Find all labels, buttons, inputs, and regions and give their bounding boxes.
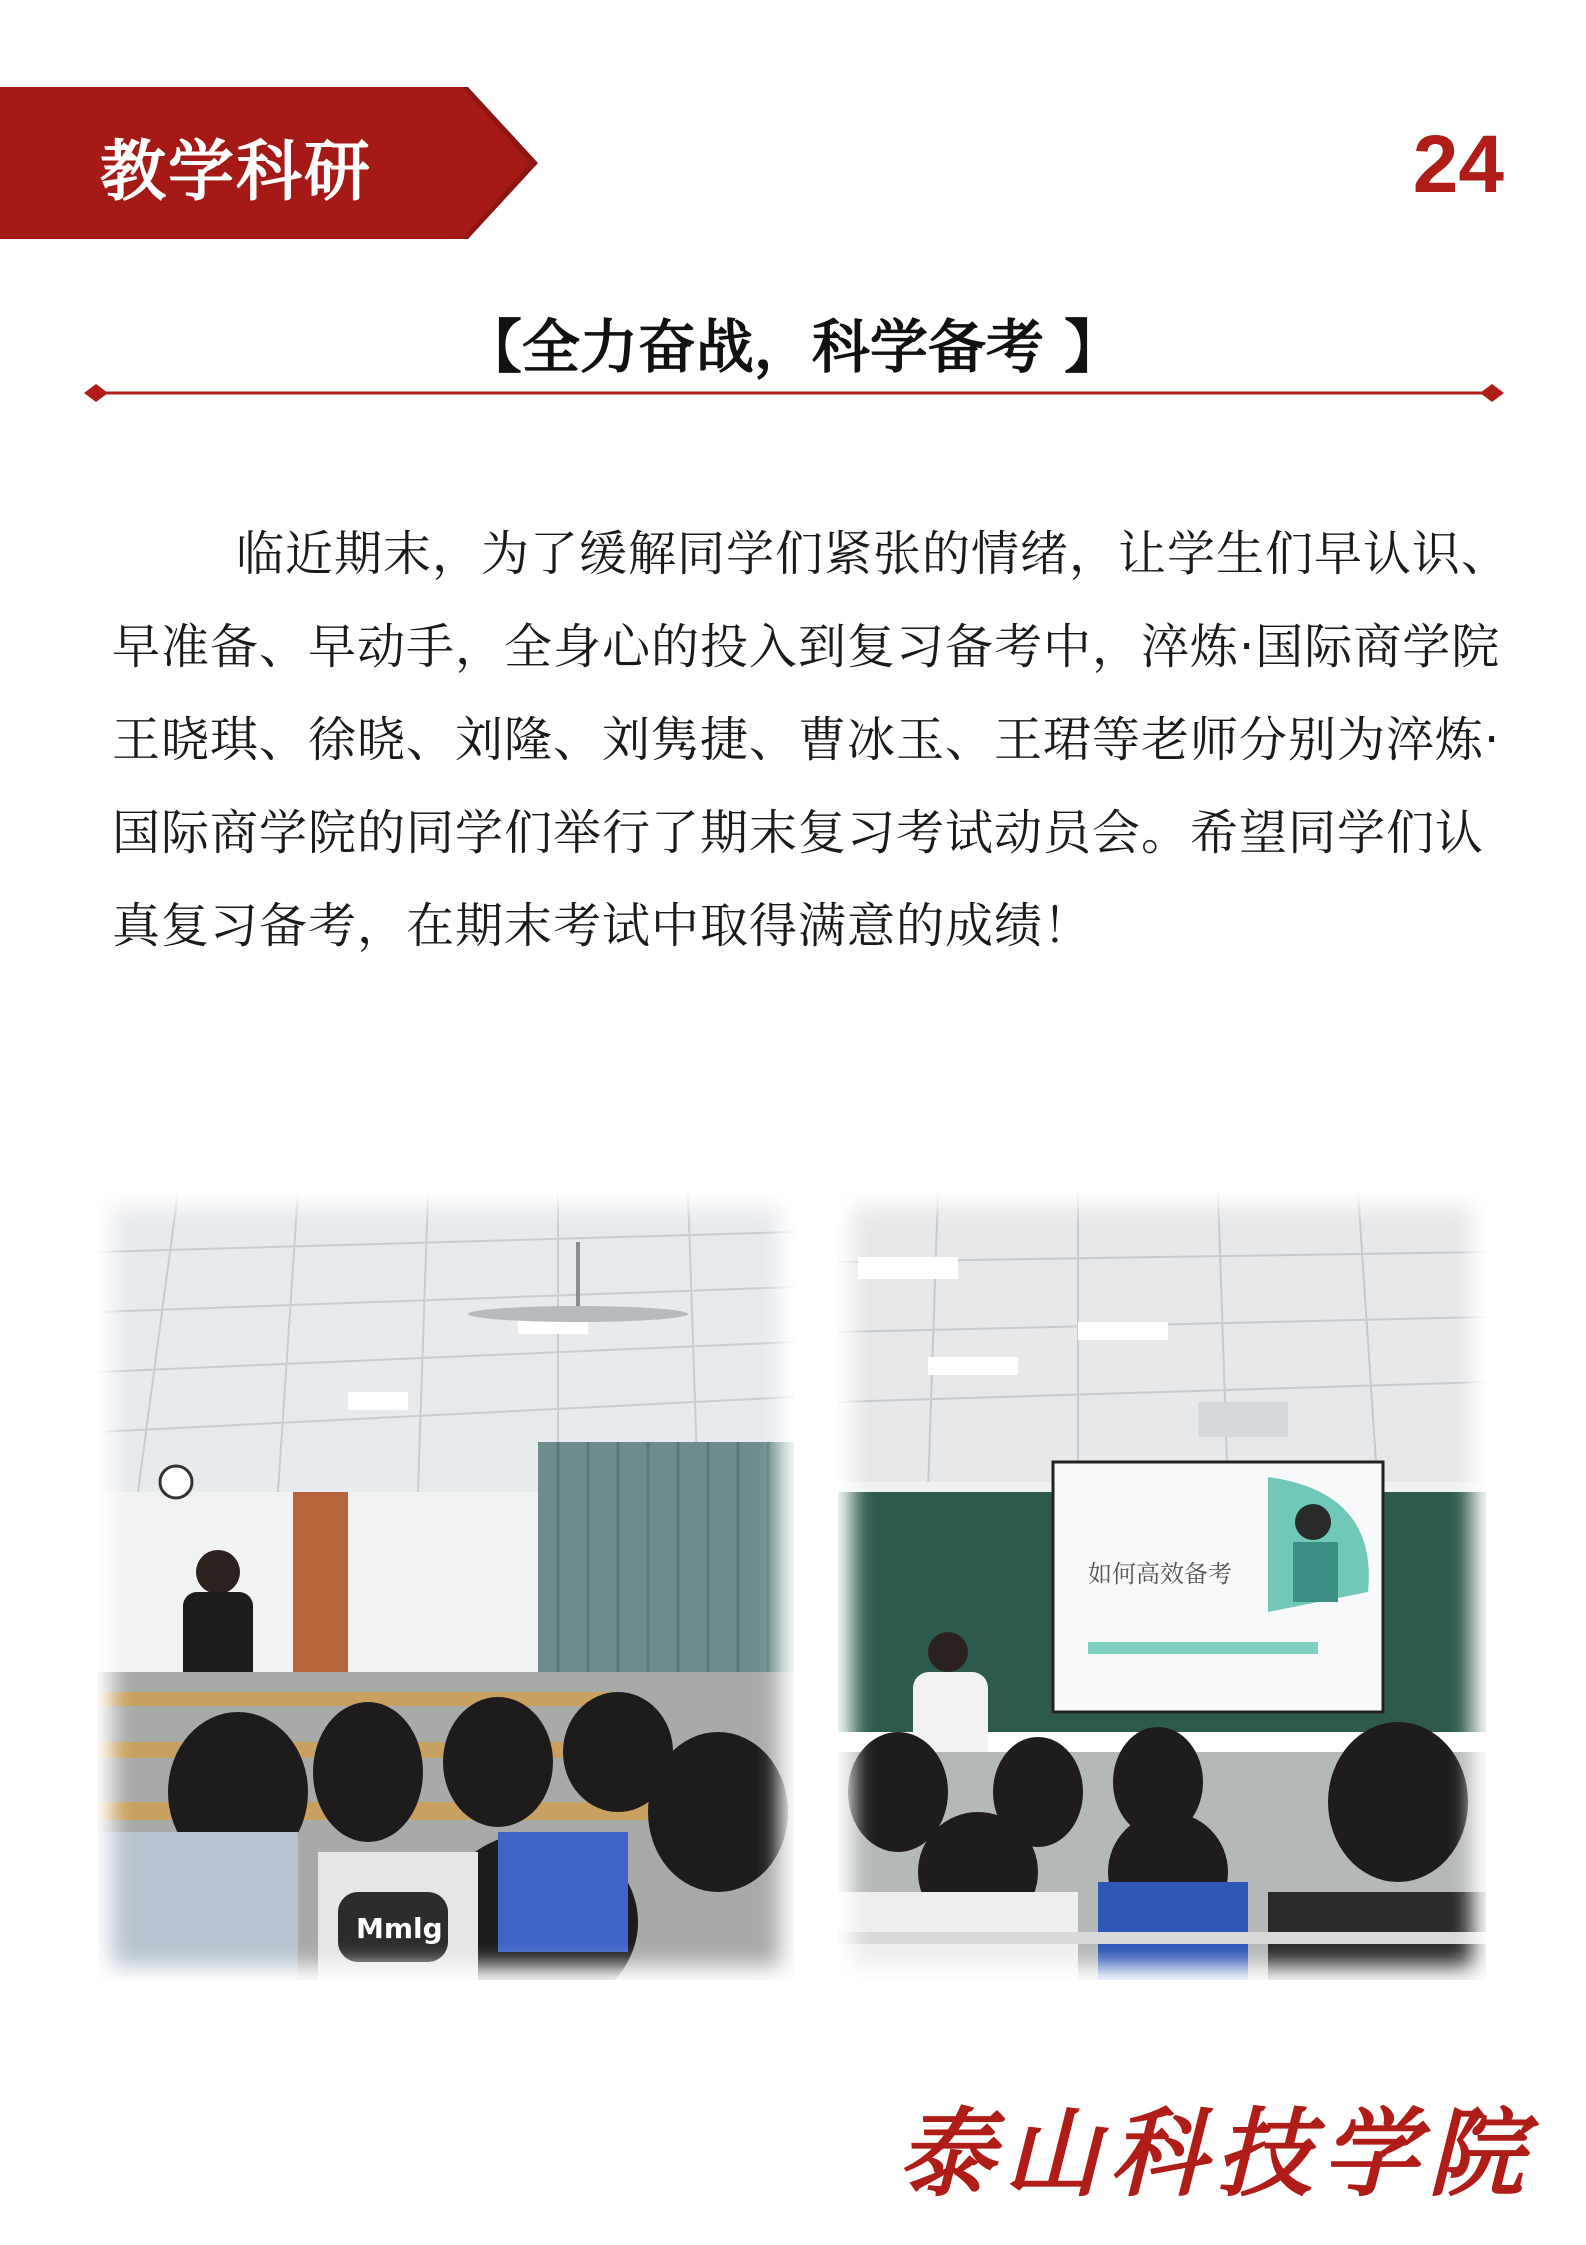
title-divider [84,378,1504,408]
section-label: 教学科研 [100,133,372,210]
classroom-photo-left [98,1192,794,1980]
sweatshirt-print: Mmlg [356,1912,443,1945]
page-number: 24 [1412,119,1504,210]
college-logo-calligraphy: 泰山科技学院 [898,2097,1534,2210]
article-body: 临近期末，为了缓解同学们紧张的情绪，让学生们早认识、早准备、早动手，全身心的投入到复习备考中，淬炼·国际商学院王晓琪、徐晓、刘隆、刘隽捷、曹冰玉、王珺等老师分别为淬炼·国际商学院的同学们举行了期末复习考试动员会。希望同学们认真复习备考，在期末考试中取得满意的成绩！ [112,526,1511,954]
classroom-photo-right [838,1192,1486,1980]
slide-title: 如何高效备考 [1088,1560,1232,1588]
article-title: 【全力奋战，科学备考 】 [463,313,1123,381]
